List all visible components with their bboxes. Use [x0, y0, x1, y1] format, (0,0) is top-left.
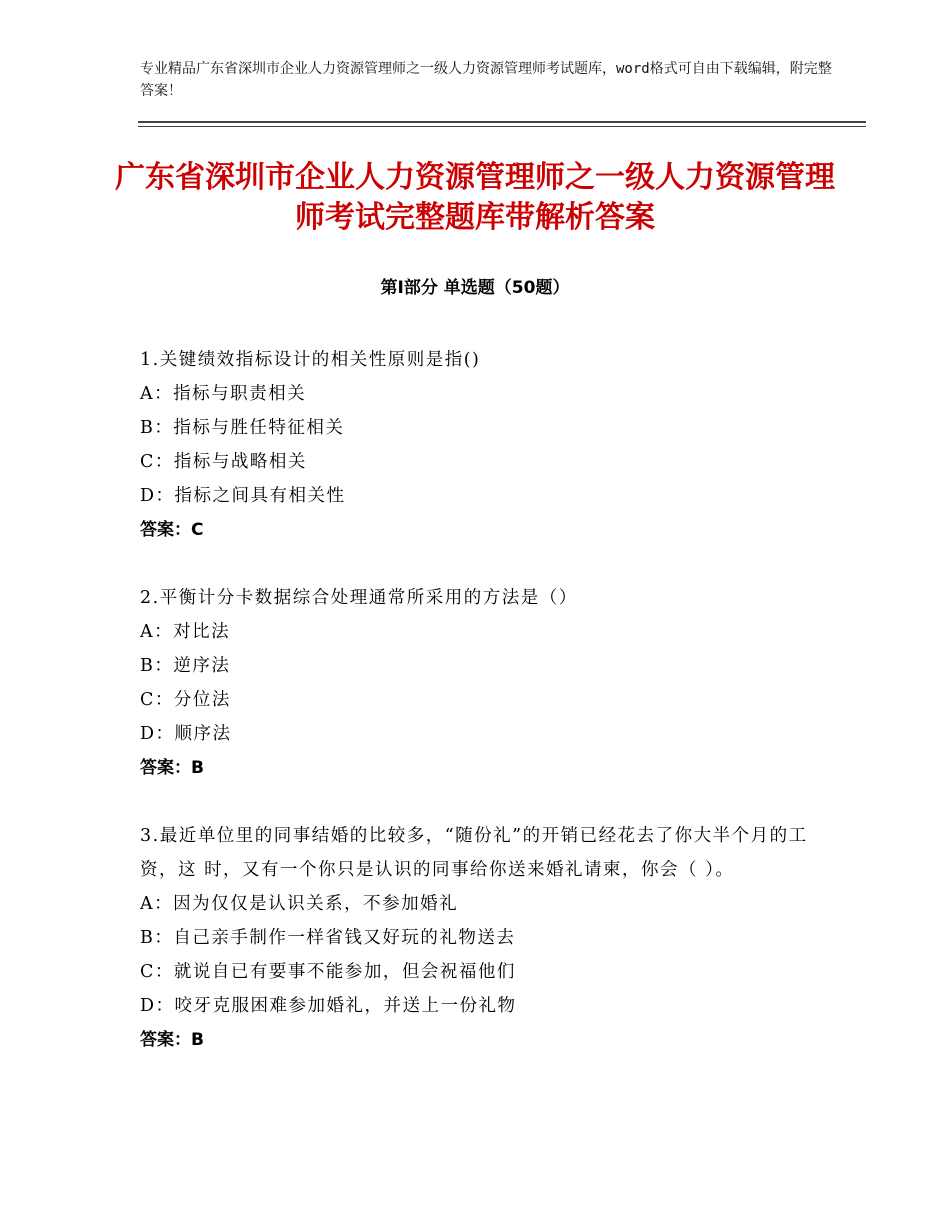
document-title: 广东省深圳市企业人力资源管理师之一级人力资源管理师考试完整题库带解析答案: [115, 160, 835, 235]
option-a: A：指标与职责相关: [140, 384, 307, 404]
option-c: C：分位法: [140, 690, 231, 710]
option-d: D：顺序法: [140, 724, 232, 744]
option-c: C：就说自已有要事不能参加，但会祝福他们: [140, 962, 516, 982]
option-d: D：指标之间具有相关性: [140, 486, 346, 506]
question-3: [140, 819, 820, 1057]
option-b: B：逆序法: [140, 656, 231, 676]
header-rule-thick: [138, 121, 866, 123]
question-stem: 2.平衡计分卡数据综合处理通常所采用的方法是（）: [140, 588, 578, 608]
option-b: B：指标与胜任特征相关: [140, 418, 345, 438]
question-2: [140, 581, 820, 785]
question-stem: 1.关键绩效指标设计的相关性原则是指(): [140, 350, 481, 370]
option-c: C：指标与战略相关: [140, 452, 307, 472]
option-b: B：自己亲手制作一样省钱又好玩的礼物送去: [140, 928, 516, 948]
option-a: A：因为仅仅是认识关系，不参加婚礼: [140, 894, 459, 914]
question-1: [140, 343, 820, 547]
header-rule-thin: [138, 126, 866, 127]
option-d: D：咬牙克服困难参加婚礼，并送上一份礼物: [140, 996, 517, 1016]
question-list: [140, 343, 820, 1091]
option-a: A：对比法: [140, 622, 231, 642]
answer-line: 答案：B: [140, 1030, 204, 1050]
answer-line: 答案：C: [140, 520, 204, 540]
answer-line: 答案：B: [140, 758, 204, 778]
question-stem: 3.最近单位里的同事结婚的比较多，“随份礼”的开销已经花去了你大半个月的工资，这 时，又有一个你只是认识的同事给你送来婚礼请柬，你会（ ）。: [140, 826, 808, 880]
header-note: 专业精品广东省深圳市企业人力资源管理师之一级人力资源管理师考试题库，word格式可自由下载编辑，附完整答案！: [140, 61, 832, 99]
section-title: 第Ⅰ部分 单选题（50题）: [380, 278, 570, 298]
